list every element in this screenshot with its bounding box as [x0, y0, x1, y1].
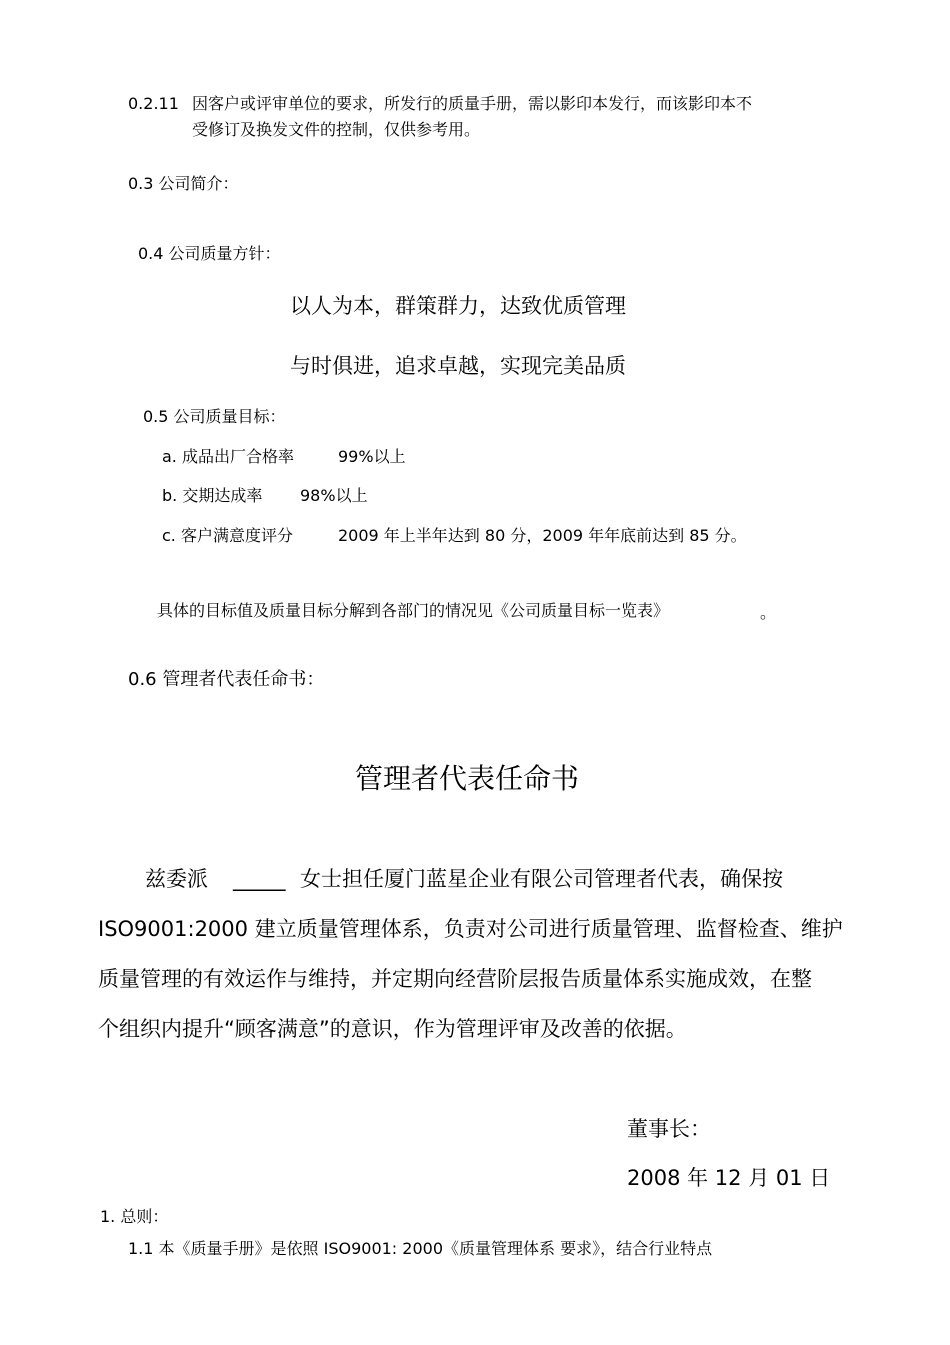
quality-policy-line: 与时俱进，追求卓越，实现完美品质	[290, 354, 626, 378]
target-value: 2009 年上半年达到 80 分，2009 年年底前达到 85 分。	[338, 526, 747, 545]
appointment-text: ISO9001:2000 建立质量管理体系，负责对公司进行质量管理、监督检查、维护	[98, 917, 843, 941]
appointee-blank: _____	[233, 867, 286, 891]
target-value: 99%以上	[338, 447, 406, 466]
quality-policy-line: 以人为本，群策群力，达致优质管理	[290, 294, 626, 318]
target-label: a. 成品出厂合格率	[162, 447, 294, 466]
target-label: c. 客户满意度评分	[162, 526, 293, 545]
paragraph-line: 因客户或评审单位的要求，所发行的质量手册，需以影印本发行，而该影印本不	[192, 94, 753, 113]
target-note: 具体的目标值及质量目标分解到各部门的情况见《公司质量目标一览表》	[157, 601, 670, 620]
section-heading-0-6: 0.6 管理者代表任命书：	[128, 669, 325, 690]
target-value: 98%以上	[300, 486, 368, 505]
section-heading-1: 1. 总则：	[100, 1207, 169, 1226]
appointment-text: 女士担任厦门蓝星企业有限公司管理者代表，确保按	[300, 867, 783, 891]
section-number: 0.2.11	[128, 94, 179, 113]
target-note-end: 。	[760, 603, 777, 622]
section-heading-0-4: 0.4 公司质量方针：	[138, 244, 281, 263]
appointment-text: 个组织内提升“顾客满意”的意识，作为管理评审及改善的依据。	[98, 1017, 687, 1041]
paragraph-line: 受修订及换发文件的控制，仅供参考用。	[192, 120, 481, 139]
target-label: b. 交期达成率	[162, 486, 263, 505]
section-heading-0-3: 0.3 公司简介：	[128, 174, 239, 193]
appointment-title: 管理者代表任命书	[355, 762, 580, 795]
section-heading-0-5: 0.5 公司质量目标：	[143, 407, 286, 426]
appointment-text: 兹委派	[145, 867, 208, 891]
paragraph-line: 1.1 本《质量手册》是依照 ISO9001: 2000《质量管理体系 要求》，结合行业特点	[128, 1239, 713, 1258]
signer-label: 董事长：	[627, 1117, 711, 1141]
appointment-text: 质量管理的有效运作与维持，并定期向经营阶层报告质量体系实施成效，在整	[98, 967, 812, 991]
appointment-date: 2008 年 12 月 01 日	[627, 1166, 831, 1190]
